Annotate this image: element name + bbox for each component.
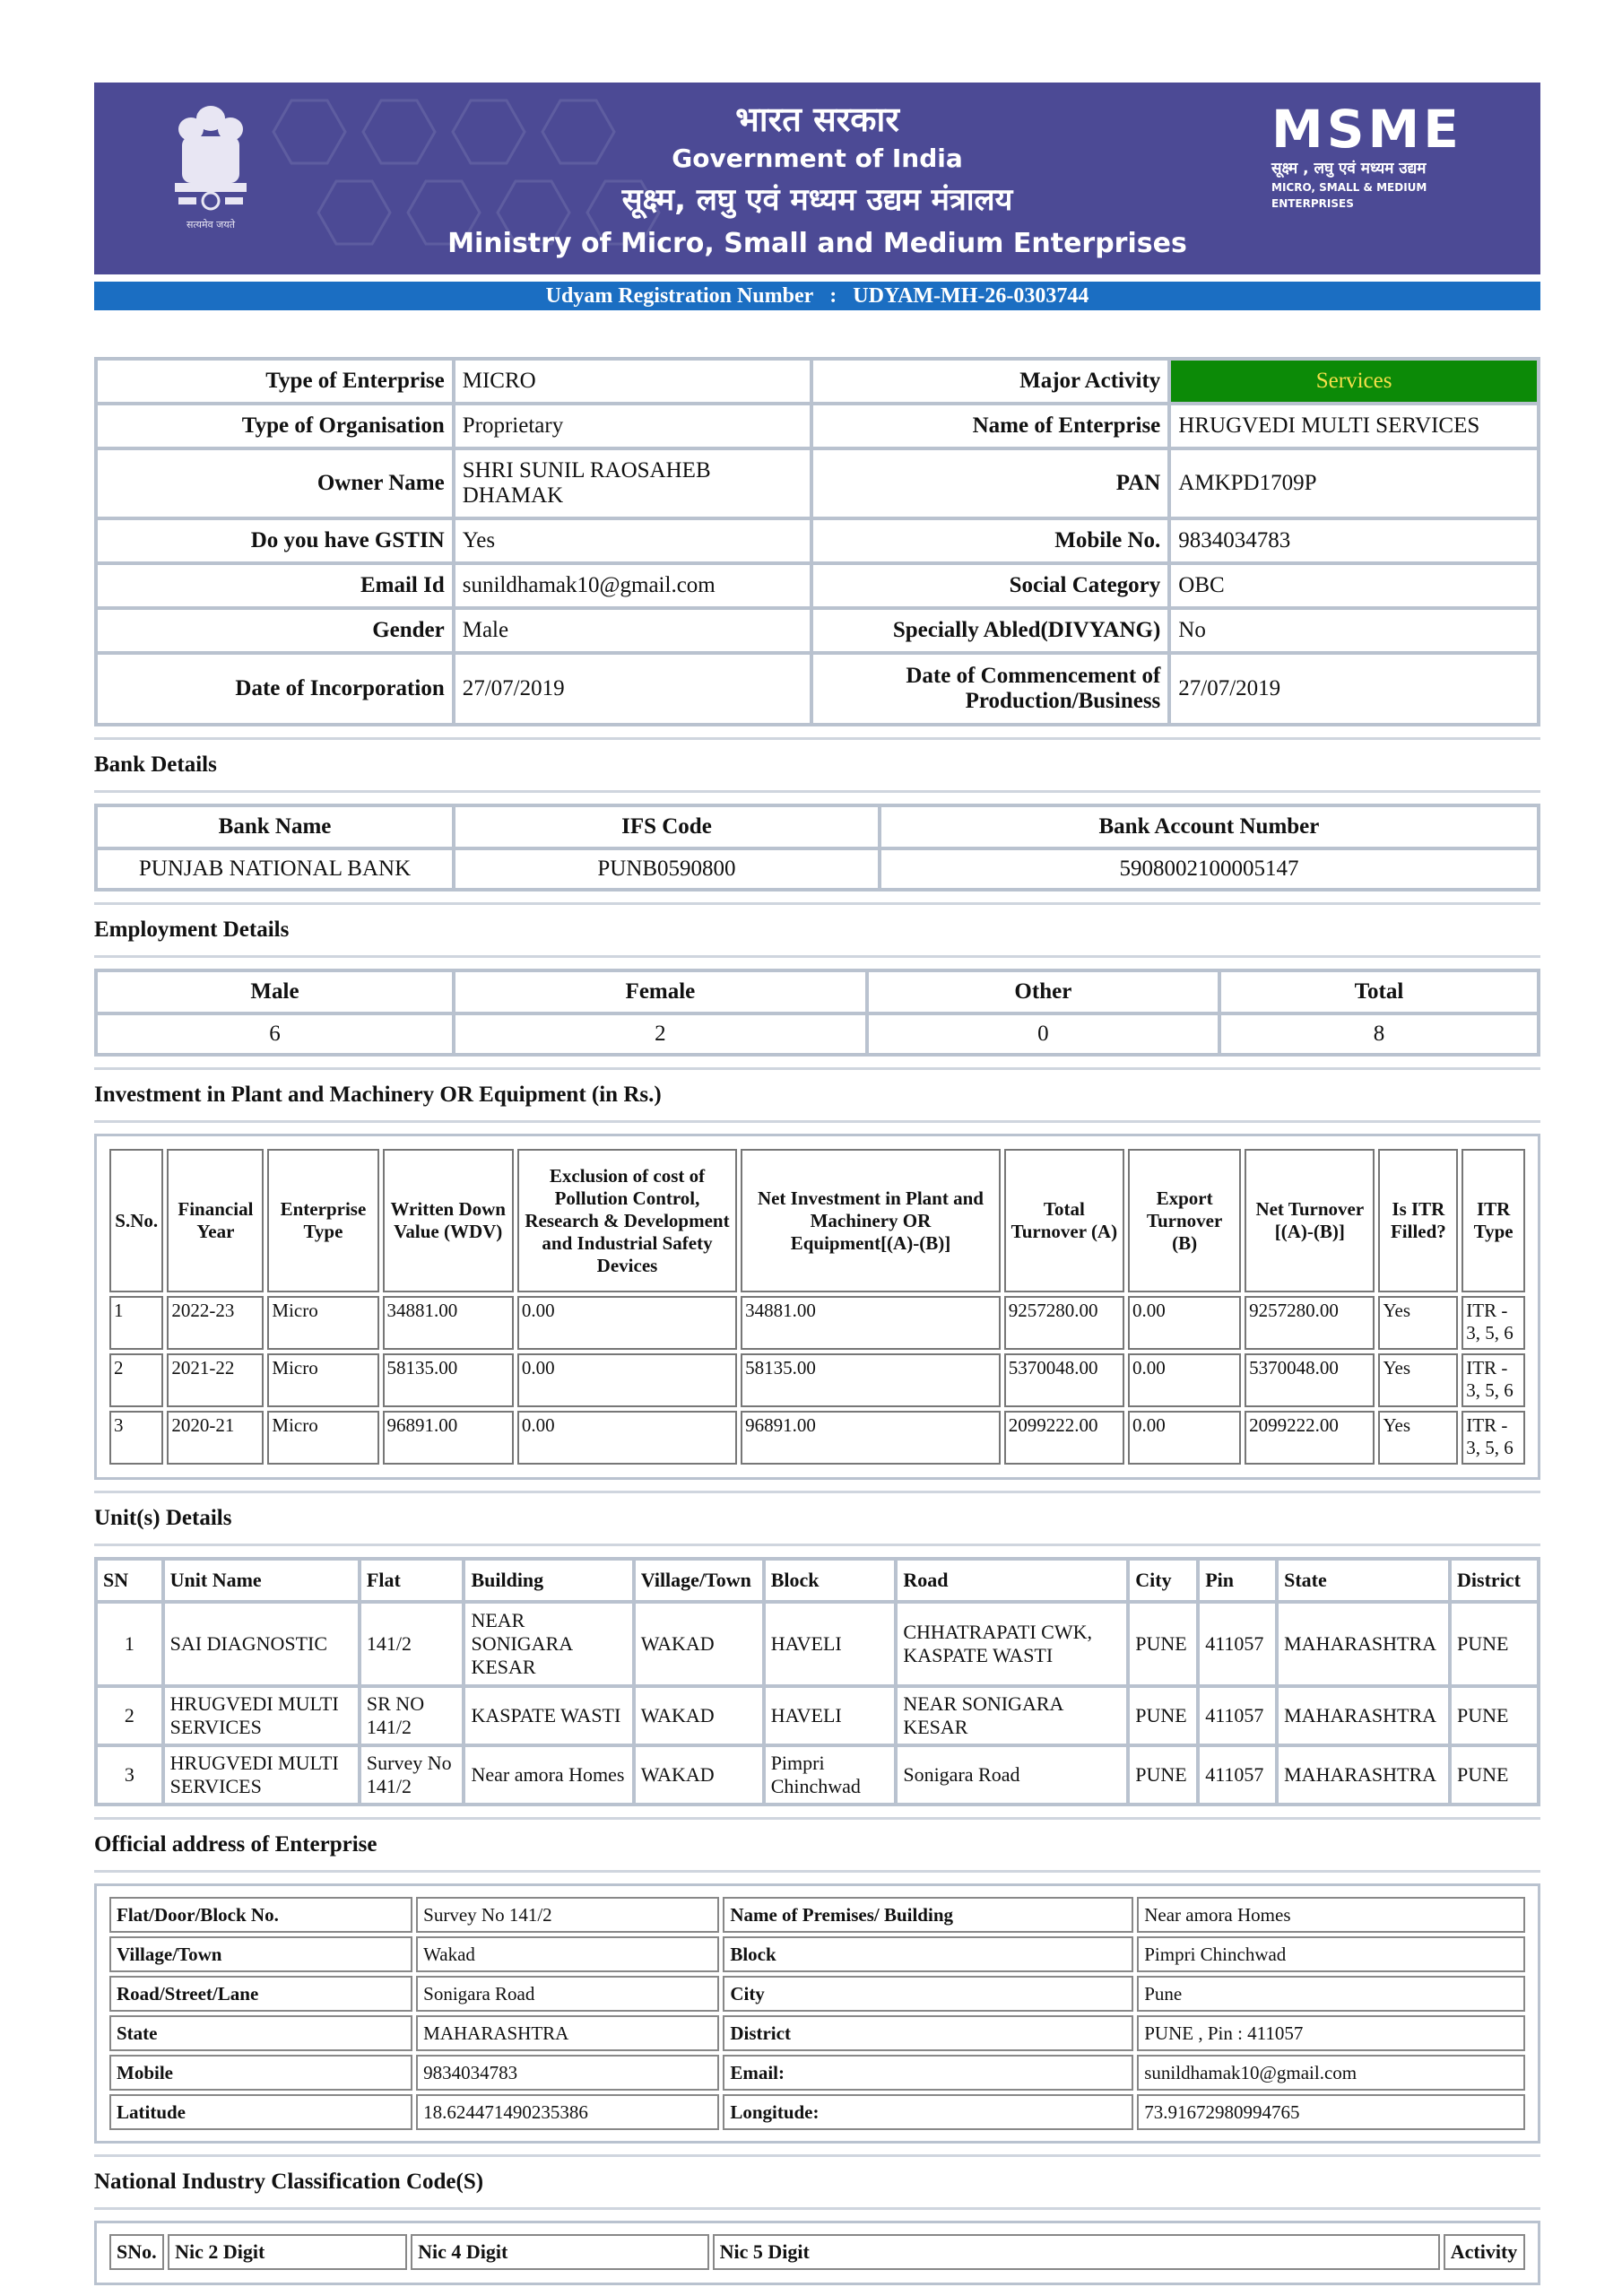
employment-header-male: Male <box>96 970 454 1013</box>
inv-header-type: Enterprise Type <box>267 1149 378 1292</box>
bank-account-number: 5908002100005147 <box>880 848 1539 890</box>
inv-cell: 2099222.00 <box>1004 1411 1124 1465</box>
address-value: Wakad <box>416 1936 719 1972</box>
units-header-sn: SN <box>96 1559 163 1602</box>
unit-cell: Sonigara Road <box>896 1745 1128 1805</box>
unit-cell: NEAR SONIGARA KESAR <box>464 1602 633 1686</box>
address-value: Sonigara Road <box>416 1976 719 2012</box>
address-value: Pimpri Chinchwad <box>1137 1936 1525 1972</box>
msme-logo <box>1271 100 1496 212</box>
value-divyang: No <box>1169 608 1539 653</box>
investment-table-container <box>94 1134 1540 1480</box>
inv-cell: 2 <box>109 1353 163 1407</box>
certificate-page <box>94 83 1540 2285</box>
unit-cell: PUNE <box>1450 1602 1539 1686</box>
address-value: Pune <box>1137 1976 1525 2012</box>
registration-separator: : <box>829 284 837 308</box>
address-value: sunildhamak10@gmail.com <box>1137 2055 1525 2091</box>
unit-cell: Survey No 141/2 <box>360 1745 464 1805</box>
bank-name: PUNJAB NATIONAL BANK <box>96 848 454 890</box>
unit-cell: 411057 <box>1198 1602 1277 1686</box>
inv-header-sno: S.No. <box>109 1149 163 1292</box>
unit-cell: NEAR SONIGARA KESAR <box>896 1686 1128 1745</box>
value-name-of-enterprise: HRUGVEDI MULTI SERVICES <box>1169 404 1539 448</box>
inv-cell: 1 <box>109 1296 163 1350</box>
value-email: sunildhamak10@gmail.com <box>454 563 811 608</box>
inv-cell: 0.00 <box>517 1296 737 1350</box>
value-pan: AMKPD1709P <box>1169 448 1539 518</box>
bank-header-ifsc: IFS Code <box>454 805 880 848</box>
ministry-title: Ministry of Micro, Small and Medium Enterprises <box>447 228 1187 259</box>
unit-cell: HAVELI <box>764 1686 897 1745</box>
employment-header-other: Other <box>867 970 1219 1013</box>
bank-details-table <box>94 804 1540 891</box>
inv-cell: 0.00 <box>1128 1353 1241 1407</box>
address-value: PUNE , Pin : 411057 <box>1137 2015 1525 2051</box>
nic-header-2-digit: Nic 2 Digit <box>168 2234 407 2270</box>
inv-header-year: Financial Year <box>167 1149 264 1292</box>
nic-header-sno: SNo. <box>109 2234 164 2270</box>
unit-cell: SR NO 141/2 <box>360 1686 464 1745</box>
employment-other: 0 <box>867 1013 1219 1055</box>
divider <box>94 955 1540 958</box>
address-label: Village/Town <box>109 1936 412 1972</box>
inv-header-export-turnover: Export Turnover (B) <box>1128 1149 1241 1292</box>
address-value: 73.91672980994765 <box>1137 2094 1525 2130</box>
government-title: Government of India <box>672 144 963 173</box>
inv-cell: 2022-23 <box>167 1296 264 1350</box>
unit-cell: WAKAD <box>634 1602 764 1686</box>
value-date-of-incorporation: 27/07/2019 <box>454 653 811 725</box>
address-label: Name of Premises/ Building <box>723 1897 1133 1933</box>
table-row <box>109 2094 1525 2130</box>
address-label: Email: <box>723 2055 1133 2091</box>
msme-wordmark: MSME <box>1271 99 1462 160</box>
inv-cell: 96891.00 <box>741 1411 1001 1465</box>
units-header-state: State <box>1277 1559 1450 1602</box>
section-title-bank: Bank Details <box>94 752 217 777</box>
address-value: Survey No 141/2 <box>416 1897 719 1933</box>
employment-details-table <box>94 969 1540 1057</box>
employment-header-total: Total <box>1219 970 1539 1013</box>
header-banner <box>94 83 1540 274</box>
label-major-activity: Major Activity <box>811 359 1169 404</box>
registration-label: Udyam Registration Number <box>545 284 814 308</box>
inv-cell: 5370048.00 <box>1004 1353 1124 1407</box>
unit-cell: HRUGVEDI MULTI SERVICES <box>163 1686 360 1745</box>
unit-cell: 2 <box>96 1686 163 1745</box>
inv-cell: Yes <box>1378 1411 1458 1465</box>
unit-cell: HAVELI <box>764 1602 897 1686</box>
table-row <box>109 1936 1525 1972</box>
employment-total: 8 <box>1219 1013 1539 1055</box>
label-social-category: Social Category <box>811 563 1169 608</box>
units-header-block: Block <box>764 1559 897 1602</box>
divider <box>94 2207 1540 2210</box>
inv-cell: 34881.00 <box>383 1296 514 1350</box>
unit-cell: MAHARASHTRA <box>1277 1686 1450 1745</box>
label-type-of-organisation: Type of Organisation <box>96 404 454 448</box>
inv-cell: 0.00 <box>517 1411 737 1465</box>
inv-cell: 0.00 <box>1128 1296 1241 1350</box>
units-table <box>94 1557 1540 1806</box>
table-row <box>96 1686 1539 1745</box>
section-title-investment: Investment in Plant and Machinery OR Equipment (in Rs.) <box>94 1083 662 1107</box>
label-gender: Gender <box>96 608 454 653</box>
inv-cell: 3 <box>109 1411 163 1465</box>
label-divyang: Specially Abled(DIVYANG) <box>811 608 1169 653</box>
unit-cell: WAKAD <box>634 1686 764 1745</box>
units-header-district: District <box>1450 1559 1539 1602</box>
unit-cell: PUNE <box>1450 1745 1539 1805</box>
units-header-village: Village/Town <box>634 1559 764 1602</box>
value-mobile: 9834034783 <box>1169 518 1539 563</box>
bank-ifsc: PUNB0590800 <box>454 848 880 890</box>
unit-cell: MAHARASHTRA <box>1277 1745 1450 1805</box>
unit-cell: 1 <box>96 1602 163 1686</box>
investment-table <box>106 1145 1529 1468</box>
unit-cell: WAKAD <box>634 1745 764 1805</box>
official-address-table <box>106 1893 1529 2134</box>
registration-number-bar <box>94 282 1540 310</box>
address-label: Block <box>723 1936 1133 1972</box>
value-gstin: Yes <box>454 518 811 563</box>
address-label: State <box>109 2015 412 2051</box>
nic-header-4-digit: Nic 4 Digit <box>411 2234 709 2270</box>
unit-cell: 411057 <box>1198 1745 1277 1805</box>
inv-cell: 0.00 <box>517 1353 737 1407</box>
unit-cell: HRUGVEDI MULTI SERVICES <box>163 1745 360 1805</box>
registration-number: UDYAM-MH-26-0303744 <box>853 284 1089 308</box>
label-date-of-commencement: Date of Commencement of Production/Business <box>811 653 1169 725</box>
inv-cell: 58135.00 <box>383 1353 514 1407</box>
inv-header-total-turnover: Total Turnover (A) <box>1004 1149 1124 1292</box>
units-header-city: City <box>1128 1559 1198 1602</box>
divider <box>94 790 1540 793</box>
section-title-employment: Employment Details <box>94 918 290 942</box>
table-row <box>109 1353 1525 1407</box>
inv-header-itr-filled: Is ITR Filled? <box>1378 1149 1458 1292</box>
value-gender: Male <box>454 608 811 653</box>
unit-cell: PUNE <box>1128 1686 1198 1745</box>
msme-english-tagline: MICRO, SMALL & MEDIUM ENTERPRISES <box>1271 181 1427 210</box>
value-major-activity: Services <box>1169 359 1539 404</box>
address-label: Road/Street/Lane <box>109 1976 412 2012</box>
svg-text:सत्यमेव जयते: सत्यमेव जयते <box>186 219 236 230</box>
inv-cell: 34881.00 <box>741 1296 1001 1350</box>
divider <box>94 1544 1540 1546</box>
nic-table <box>106 2231 1529 2274</box>
section-title-address: Official address of Enterprise <box>94 1832 377 1857</box>
unit-cell: KASPATE WASTI <box>464 1686 633 1745</box>
table-row <box>96 1745 1539 1805</box>
address-value: 18.624471490235386 <box>416 2094 719 2130</box>
divider <box>94 1120 1540 1123</box>
table-row <box>109 1976 1525 2012</box>
table-row <box>109 1296 1525 1350</box>
hindi-ministry: सूक्ष्म, लघु एवं मध्यम उद्यम मंत्रालय <box>621 182 1013 218</box>
unit-cell: 3 <box>96 1745 163 1805</box>
table-row <box>109 1897 1525 1933</box>
employment-header-female: Female <box>454 970 867 1013</box>
inv-header-net-investment: Net Investment in Plant and Machinery OR Equipment[(A)-(B)] <box>741 1149 1001 1292</box>
value-type-of-organisation: Proprietary <box>454 404 811 448</box>
address-label: City <box>723 1976 1133 2012</box>
value-social-category: OBC <box>1169 563 1539 608</box>
unit-cell: PUNE <box>1450 1686 1539 1745</box>
label-name-of-enterprise: Name of Enterprise <box>811 404 1169 448</box>
unit-cell: MAHARASHTRA <box>1277 1602 1450 1686</box>
inv-cell: 58135.00 <box>741 1353 1001 1407</box>
label-mobile: Mobile No. <box>811 518 1169 563</box>
inv-header-itr-type: ITR Type <box>1462 1149 1525 1292</box>
address-value: Near amora Homes <box>1137 1897 1525 1933</box>
inv-cell: 0.00 <box>1128 1411 1241 1465</box>
table-row <box>109 1411 1525 1465</box>
inv-cell: 96891.00 <box>383 1411 514 1465</box>
nic-table-container <box>94 2221 1540 2285</box>
inv-header-wdv: Written Down Value (WDV) <box>383 1149 514 1292</box>
unit-cell: SAI DIAGNOSTIC <box>163 1602 360 1686</box>
inv-cell: ITR - 3, 5, 6 <box>1462 1353 1525 1407</box>
bank-header-account: Bank Account Number <box>880 805 1539 848</box>
inv-cell: 2021-22 <box>167 1353 264 1407</box>
address-label: Longitude: <box>723 2094 1133 2130</box>
unit-cell: PUNE <box>1128 1745 1198 1805</box>
inv-header-net-turnover: Net Turnover [(A)-(B)] <box>1245 1149 1375 1292</box>
units-header-pin: Pin <box>1198 1559 1277 1602</box>
address-value: MAHARASHTRA <box>416 2015 719 2051</box>
units-header-road: Road <box>896 1559 1128 1602</box>
inv-header-exclusion: Exclusion of cost of Pollution Control, Research & Development and Industrial Safety Devices <box>517 1149 737 1292</box>
address-label: Latitude <box>109 2094 412 2130</box>
address-label: Flat/Door/Block No. <box>109 1897 412 1933</box>
label-gstin: Do you have GSTIN <box>96 518 454 563</box>
address-label: District <box>723 2015 1133 2051</box>
units-header-building: Building <box>464 1559 633 1602</box>
nic-header-5-digit: Nic 5 Digit <box>713 2234 1440 2270</box>
value-owner-name: SHRI SUNIL RAOSAHEB DHAMAK <box>454 448 811 518</box>
enterprise-details-table <box>94 357 1540 726</box>
table-row <box>109 2055 1525 2091</box>
inv-cell: Micro <box>267 1296 378 1350</box>
value-date-of-commencement: 27/07/2019 <box>1169 653 1539 725</box>
section-title-nic: National Industry Classification Code(S) <box>94 2170 484 2194</box>
value-type-of-enterprise: MICRO <box>454 359 811 404</box>
table-row <box>109 2015 1525 2051</box>
employment-male: 6 <box>96 1013 454 1055</box>
inv-cell: 2099222.00 <box>1245 1411 1375 1465</box>
unit-cell: Near amora Homes <box>464 1745 633 1805</box>
label-type-of-enterprise: Type of Enterprise <box>96 359 454 404</box>
label-date-of-incorporation: Date of Incorporation <box>96 653 454 725</box>
units-header-flat: Flat <box>360 1559 464 1602</box>
unit-cell: CHHATRAPATI CWK, KASPATE WASTI <box>896 1602 1128 1686</box>
units-header-unit-name: Unit Name <box>163 1559 360 1602</box>
address-value: 9834034783 <box>416 2055 719 2091</box>
inv-cell: 5370048.00 <box>1245 1353 1375 1407</box>
bank-header-name: Bank Name <box>96 805 454 848</box>
inv-cell: Yes <box>1378 1353 1458 1407</box>
label-pan: PAN <box>811 448 1169 518</box>
inv-cell: 2020-21 <box>167 1411 264 1465</box>
label-email: Email Id <box>96 563 454 608</box>
unit-cell: PUNE <box>1128 1602 1198 1686</box>
divider <box>94 1870 1540 1873</box>
hindi-title: भारत सरकार <box>735 100 899 139</box>
inv-cell: 9257280.00 <box>1004 1296 1124 1350</box>
official-address-container <box>94 1883 1540 2144</box>
inv-cell: Micro <box>267 1353 378 1407</box>
inv-cell: ITR - 3, 5, 6 <box>1462 1296 1525 1350</box>
unit-cell: 141/2 <box>360 1602 464 1686</box>
inv-cell: ITR - 3, 5, 6 <box>1462 1411 1525 1465</box>
table-row <box>96 1602 1539 1686</box>
section-title-units: Unit(s) Details <box>94 1506 232 1530</box>
unit-cell: Pimpri Chinchwad <box>764 1745 897 1805</box>
employment-female: 2 <box>454 1013 867 1055</box>
msme-hindi-tagline: सूक्ष्म , लघु एवं मध्यम उद्यम <box>1271 160 1427 178</box>
inv-cell: Micro <box>267 1411 378 1465</box>
label-owner-name: Owner Name <box>96 448 454 518</box>
inv-cell: 9257280.00 <box>1245 1296 1375 1350</box>
address-label: Mobile <box>109 2055 412 2091</box>
unit-cell: 411057 <box>1198 1686 1277 1745</box>
nic-header-activity: Activity <box>1444 2234 1525 2270</box>
inv-cell: Yes <box>1378 1296 1458 1350</box>
